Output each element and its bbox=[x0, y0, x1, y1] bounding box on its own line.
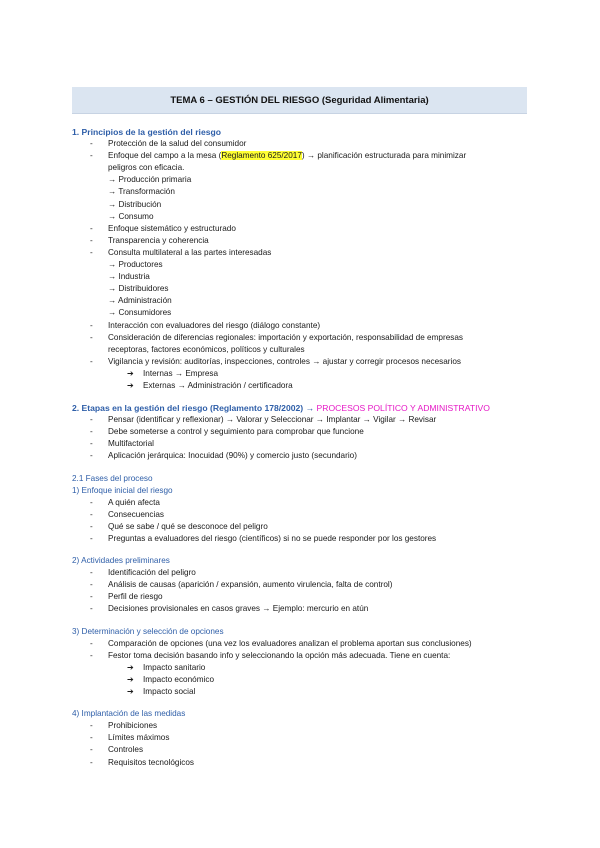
list-item: - Interacción con evaluadores del riesgo (diálogo constante) bbox=[72, 320, 532, 332]
section-1-list-c bbox=[72, 320, 532, 344]
sub-item: → Distribución bbox=[108, 199, 162, 209]
list-item: - Análisis de causas (aparición / expansión, aumento virulencia, falta de control) bbox=[72, 579, 532, 591]
phase-1-list bbox=[72, 497, 532, 545]
list-item: - Identificación del peligro bbox=[72, 567, 532, 579]
section-2-1-heading: 2.1 Fases del proceso bbox=[72, 473, 153, 483]
list-item-text: ) → planificación estructurada para minimizar bbox=[301, 151, 467, 161]
list-item: - Comparación de opciones (una vez los evaluadores analizan el problema aportan sus conclusiones) bbox=[72, 638, 532, 650]
arrow-right-icon: ➔ bbox=[127, 380, 134, 390]
list-item: - Consulta multilateral a las partes interesadas bbox=[72, 247, 532, 259]
list-item: - A quién afecta bbox=[72, 497, 532, 509]
document-title bbox=[72, 87, 527, 114]
list-item-text: Enfoque del campo a la mesa ( bbox=[108, 151, 222, 161]
list-item: - Qué se sabe / qué se desconoce del peligro bbox=[72, 521, 532, 533]
section-1-heading: 1. Principios de la gestión del riesgo bbox=[72, 127, 221, 137]
phase-4-heading: 4) Implantación de las medidas bbox=[72, 709, 186, 719]
section-2-heading-pink: PROCESOS POLÍTICO Y ADMINISTRATIVO bbox=[316, 403, 490, 414]
phase-3-list bbox=[72, 638, 532, 662]
sub-item-text: Impacto social bbox=[143, 687, 196, 697]
list-item: - Transparencia y coherencia bbox=[72, 235, 532, 247]
arrow-right-icon: ➔ bbox=[127, 687, 134, 697]
phase-3-heading: 3) Determinación y selección de opciones bbox=[72, 626, 224, 636]
document-title-text: TEMA 6 – GESTIÓN DEL RIESGO (Seguridad Alimentaria) bbox=[170, 94, 429, 106]
sub-item: → Consumidores bbox=[108, 308, 172, 318]
list-item: - Perfil de riesgo bbox=[72, 591, 532, 603]
arrow-right-icon: ➔ bbox=[127, 662, 134, 672]
section-2-heading bbox=[72, 402, 532, 414]
list-item: - Vigilancia y revisión: auditorías, inspecciones, controles → ajustar y corregir procesos necesarios bbox=[72, 356, 532, 368]
phase-2-list bbox=[72, 567, 532, 615]
sub-item bbox=[72, 662, 532, 674]
sub-item bbox=[72, 674, 532, 686]
sub-item bbox=[72, 686, 532, 698]
section-1-list-d bbox=[72, 356, 532, 368]
sub-item: → Consumo bbox=[108, 211, 154, 221]
section-2-list bbox=[72, 414, 532, 462]
section-1-list bbox=[72, 138, 532, 162]
list-item: - Requisitos tecnológicos bbox=[72, 757, 532, 769]
list-item: - Debe someterse a control y seguimiento para comprobar que funcione bbox=[72, 426, 532, 438]
phase-2-heading: 2) Actividades preliminares bbox=[72, 556, 170, 566]
list-item: - Protección de la salud del consumidor bbox=[72, 138, 532, 150]
sub-item-text: Internas → Empresa bbox=[143, 368, 219, 378]
list-item: - Decisiones provisionales en casos graves → Ejemplo: mercurio en atún bbox=[72, 603, 532, 615]
phase-4-list bbox=[72, 720, 532, 768]
section-1-list-b bbox=[72, 223, 532, 259]
list-item bbox=[72, 150, 532, 162]
sub-item-text: Impacto sanitario bbox=[143, 662, 206, 672]
list-item: - Enfoque sistemático y estructurado bbox=[72, 223, 532, 235]
list-item: - Consideración de diferencias regionales: importación y exportación, responsabilidad de empresas bbox=[72, 332, 532, 344]
sub-item-text: Externas → Administración / certificadora bbox=[143, 380, 293, 390]
sub-item: → Producción primaria bbox=[108, 175, 192, 185]
document-body bbox=[72, 126, 532, 769]
list-item: - Aplicación jerárquica: Inocuidad (90%) y comercio justo (secundario) bbox=[72, 450, 532, 462]
section-2-heading-text: 2. Etapas en la gestión del riesgo (Reglamento 178/2002) → bbox=[72, 403, 315, 414]
list-item: - Consecuencias bbox=[72, 509, 532, 521]
sub-item: → Industria bbox=[108, 272, 150, 282]
list-item-continuation: peligros con eficacia. bbox=[108, 163, 185, 173]
arrow-right-icon: ➔ bbox=[127, 674, 134, 684]
list-item: - Pensar (identificar y reflexionar) → Valorar y Seleccionar → Implantar → Vigilar → Revisar bbox=[72, 414, 532, 426]
sub-item: → Administración bbox=[108, 296, 172, 306]
phase-1-heading: 1) Enfoque inicial del riesgo bbox=[72, 485, 173, 495]
list-item-continuation: receptoras, factores económicos, políticos y culturales bbox=[108, 344, 305, 354]
sub-item: → Productores bbox=[108, 260, 163, 270]
arrow-right-icon: ➔ bbox=[127, 368, 134, 378]
sub-item: → Transformación bbox=[108, 187, 175, 197]
list-item: - Preguntas a evaluadores del riesgo (científicos) si no se puede responder por los gestores bbox=[72, 533, 532, 545]
list-item: - Límites máximos bbox=[72, 732, 532, 744]
sub-item bbox=[72, 380, 532, 392]
list-item: - Controles bbox=[72, 744, 532, 756]
highlighted-regulation: Reglamento 625/2017 bbox=[221, 151, 302, 161]
sub-item-text: Impacto económico bbox=[143, 674, 214, 684]
sub-item: → Distribuidores bbox=[108, 284, 169, 294]
list-item: - Multifactorial bbox=[72, 438, 532, 450]
list-item: - Prohibiciones bbox=[72, 720, 532, 732]
list-item: - Festor toma decisión basando info y seleccionando la opción más adecuada. Tiene en cuenta: bbox=[72, 650, 532, 662]
sub-item bbox=[72, 368, 532, 380]
